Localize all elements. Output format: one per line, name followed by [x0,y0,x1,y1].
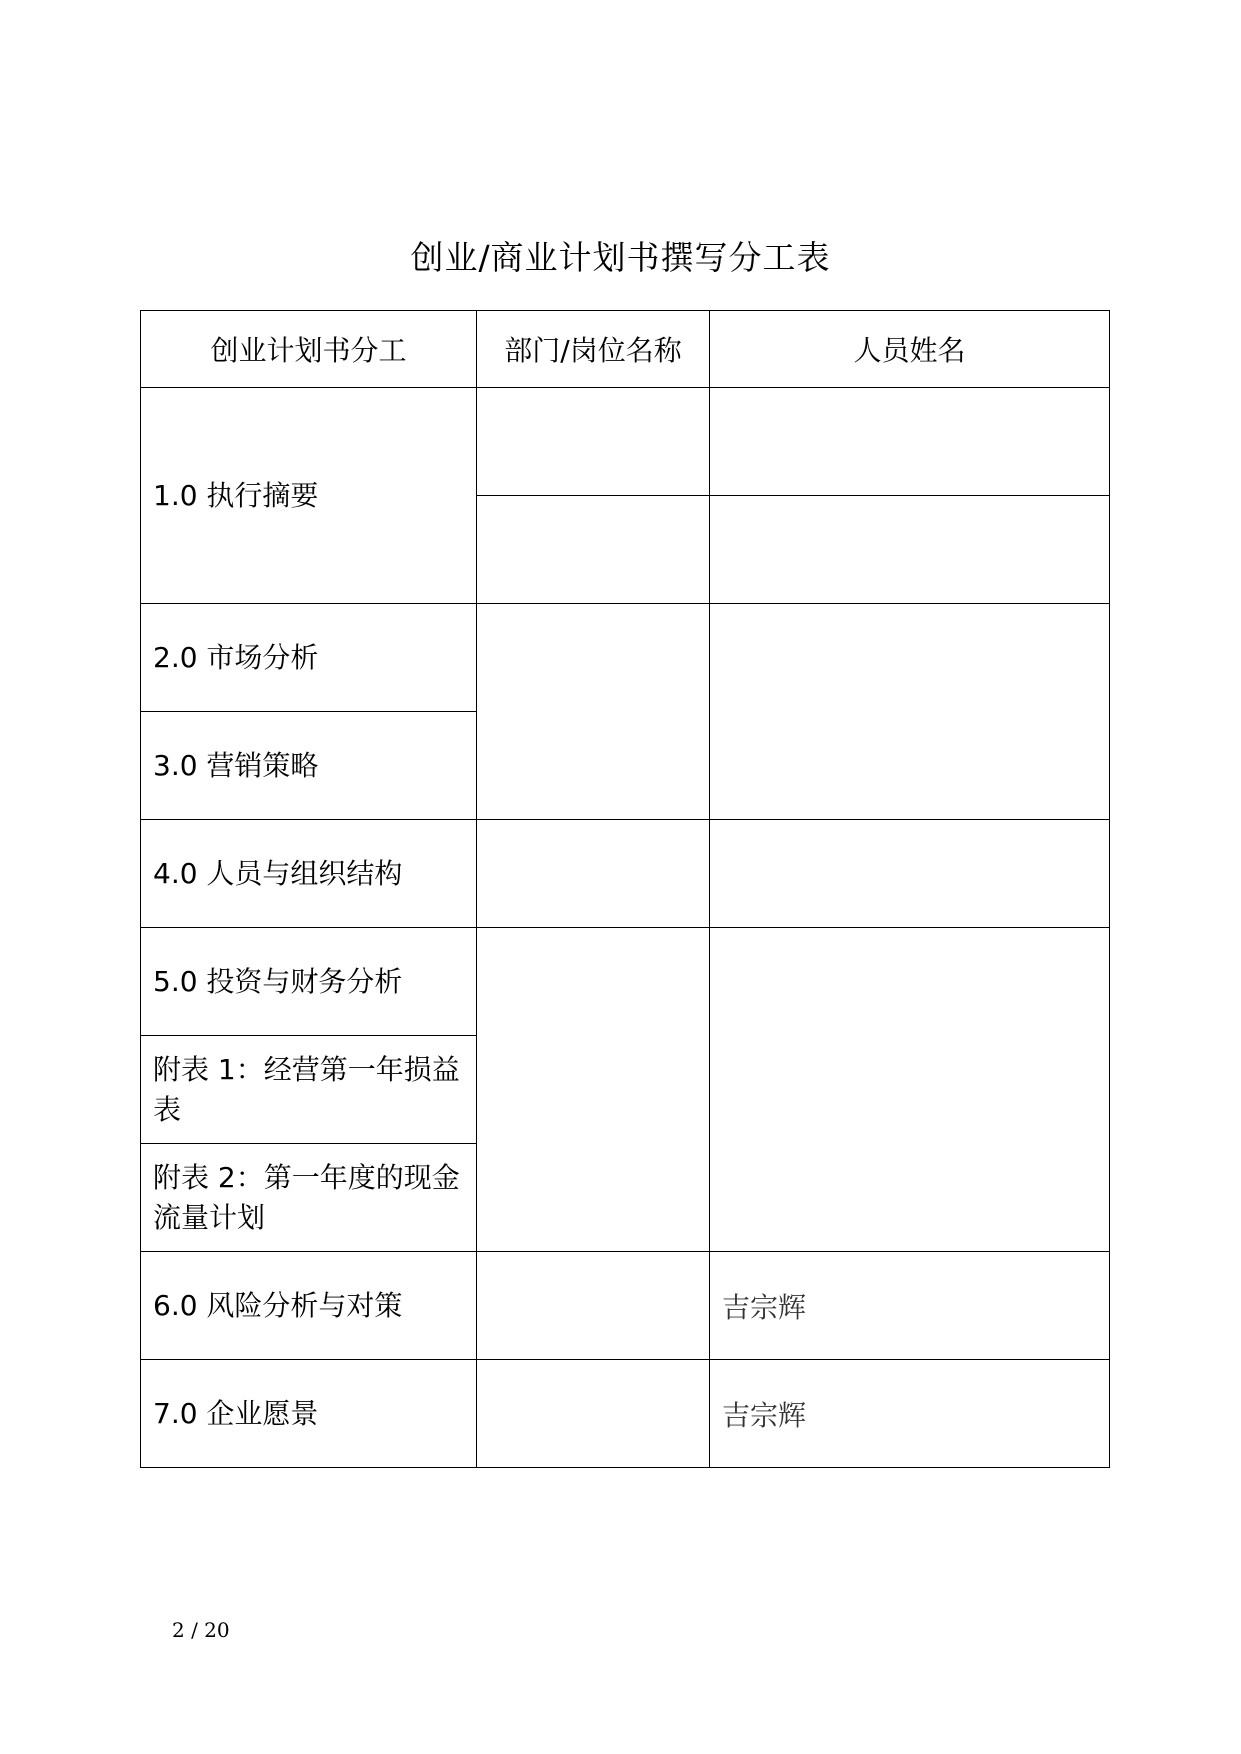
name-cell[interactable]: 吉宗辉 [710,1360,1110,1468]
section-marketing-strategy: 3.0 营销策略 [141,712,477,820]
table-row [141,1252,1110,1360]
table-row [141,928,1110,1036]
header-person-name: 人员姓名 [710,311,1110,388]
name-cell[interactable]: 吉宗辉 [710,1252,1110,1360]
table-row [141,388,1110,496]
table-row [141,820,1110,928]
header-division: 创业计划书分工 [141,311,477,388]
department-cell[interactable] [477,820,710,928]
table-row [141,1360,1110,1468]
name-cell[interactable] [710,388,1110,496]
section-cash-flow: 附表 2：第一年度的现金流量计划 [141,1144,477,1252]
table-row [141,604,1110,712]
section-vision: 7.0 企业愿景 [141,1360,477,1468]
name-cell[interactable] [710,496,1110,604]
name-cell[interactable] [710,928,1110,1252]
department-cell[interactable] [477,1252,710,1360]
section-income-statement: 附表 1：经营第一年损益表 [141,1036,477,1144]
page-title: 创业/商业计划书撰写分工表 [410,238,831,277]
name-cell[interactable] [710,820,1110,928]
section-market-analysis: 2.0 市场分析 [141,604,477,712]
division-table [140,310,1110,1468]
department-cell[interactable] [477,928,710,1252]
header-department: 部门/岗位名称 [477,311,710,388]
department-cell[interactable] [477,604,710,820]
department-cell[interactable] [477,1360,710,1468]
department-cell[interactable] [477,496,710,604]
name-cell[interactable] [710,604,1110,820]
section-organization: 4.0 人员与组织结构 [141,820,477,928]
table-header-row [141,311,1110,388]
section-risk-analysis: 6.0 风险分析与对策 [141,1252,477,1360]
section-finance: 5.0 投资与财务分析 [141,928,477,1036]
page-number: 2 / 20 [172,1618,230,1642]
section-executive-summary: 1.0 执行摘要 [141,388,477,604]
department-cell[interactable] [477,388,710,496]
